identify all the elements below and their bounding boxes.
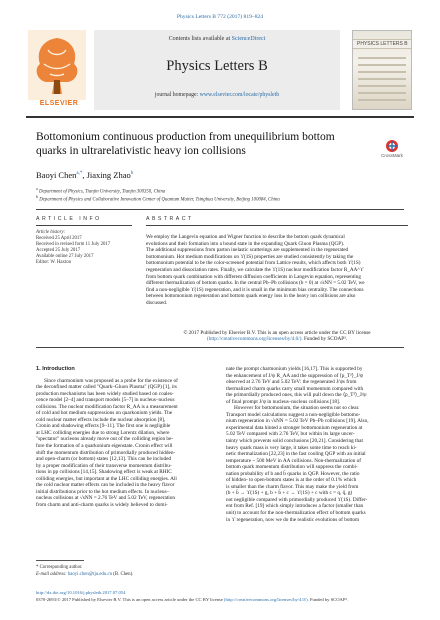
sciencedirect-link[interactable]: ScienceDirect (231, 36, 266, 42)
elsevier-wordmark: ELSEVIER (39, 100, 79, 107)
footnote-email (36, 572, 216, 578)
body-line: collisions. The nuclear modification factor R_AA is a measurement (36, 403, 178, 410)
bottom-license-link[interactable]: (http://creativecommons.org/licenses/by/4.0/). (224, 597, 309, 602)
abstract-line: from bottom quark combination with different diffusion coefficients in Langevin equation, representing (146, 273, 361, 280)
history-accepted: Accepted 25 July 2017 (36, 248, 81, 254)
cover-title: PHYSICS LETTERS B (357, 41, 408, 47)
author-list: Baoyi Chen$^{a,*}$, Jiaxing Zhao$^b$ (36, 170, 134, 180)
journal-header (26, 26, 414, 118)
body-line: heavy quark mass is very large, it takes some time to reach ki- (226, 444, 357, 451)
body-line: the primordially produced ones, this will pull down the ⟨p_T²⟩_J/ψ (226, 392, 367, 399)
divider (36, 347, 404, 348)
body-line: of hidden- to open-bottom states is at the order of 0.1% which (226, 477, 357, 484)
divider (36, 225, 132, 226)
abstract-copyright (146, 330, 408, 343)
body-line: production mechanisms has been widely studied based on coales- (36, 390, 174, 397)
body-line: cence model [2–4] and transport models [5–7] in nucleus–nucleus (36, 397, 175, 404)
affiliation-line (36, 194, 280, 203)
email-link[interactable]: baoyi.chen@tju.edu.cn (67, 572, 113, 577)
body-column-right (226, 366, 406, 523)
body-line: However for bottomonium, the situation seems not so clear. (234, 405, 360, 412)
cover-text-lines (358, 57, 406, 101)
crossmark-icon (372, 139, 412, 153)
body-line: the cold nuclear matter effects can be included in the heavy flavor (36, 482, 175, 489)
history-online: Available online 27 July 2017 (36, 254, 94, 260)
affiliation-text: Department of Physics, Tianjin University, Tianjin 300350, China (38, 189, 166, 195)
body-line: at LHC colliding energies due to strong Lorentz dilation, where (36, 429, 170, 436)
body-line: observed at 2.76 TeV and 5.02 TeV: the regenerated J/ψs from (226, 379, 357, 386)
abstract-line: The additional suppressions from parton inelastic scatterings are supplemented in the regenerated (146, 247, 349, 254)
bottom-copyright (36, 597, 406, 602)
abstract-line: bottomonium potential to be the color-screened potential from Lattice results, which affects both ϒ(1S) (146, 260, 361, 267)
body-line: Cronin and shadowing effects [9–11]. The first one is negligible (36, 423, 171, 430)
article-info-heading: ARTICLE INFO (36, 216, 102, 222)
contents-prefix: Contents lists available at (168, 36, 231, 42)
body-line: 5.02 TeV compared with 2.76 TeV, but within its large uncer- (226, 431, 355, 438)
body-line: Since charmonium was proposed as a probe for the existence of (44, 377, 178, 384)
history-received: Received 25 April 2017 (36, 236, 82, 241)
affiliation-text: Department of Physics and Collaborative Innovation Center of Quantum Matter, Tsinghua University, Beijing 100084, China (39, 197, 280, 203)
article-title: Bottomonium continuous production from unequilibrium bottom quarks in ultrarelativistic heavy ion collisions (36, 131, 335, 157)
body-line: (b + b̄ → ϒ(1S) + g, b + b̄ + c → ϒ(1S) + c with c = q, q̄, g) (226, 490, 353, 497)
footnote-corresponding: * Corresponding author. (36, 565, 83, 570)
author-name[interactable]: Baoyi Chen (36, 170, 77, 180)
body-line: nium regeneration in √sNN = 5.02 TeV Pb–Pb collisions [19]. Also, (226, 418, 369, 425)
journal-homepage-line (94, 92, 340, 98)
body-line: unit) to account for the non-thermalization effect of bottom quarks (226, 510, 366, 517)
body-line: nate the prompt charmonium yields [16,17]. This is supported by (226, 366, 363, 372)
body-line: the deconfined matter called "Quark–Gluon Plasma" (QGP) [1], its (36, 384, 177, 391)
license-link[interactable]: (http://creativecommons.org/licenses/by/4.0/). (207, 336, 303, 343)
body-line: of final prompt J/ψ in nucleus–nucleus collisions [18]. (226, 398, 341, 405)
journal-title-panel (94, 30, 340, 110)
elsevier-tree-logo[interactable] (28, 30, 86, 100)
abstract-line: evolutions and their formation into a bound state in the expanding Quark Gluon Plasma (QGP). (146, 240, 345, 247)
body-line: fore the formation of a quarkonium eigenstate. Cronin effect will (36, 443, 173, 450)
affiliation-marker: b (36, 194, 38, 199)
divider (36, 209, 404, 210)
body-line: shift the momentum distribution of primordially produced hidden- (36, 449, 176, 456)
abstract-line: between bottomonium regeneration and bottom quark energy loss in the heavy ion collisions are also (146, 293, 356, 300)
email-label: E-mail address: (36, 572, 67, 577)
journal-homepage-link[interactable]: www.elsevier.com/locate/physletb (199, 92, 280, 98)
body-line: tions in pp collisions [14,15]. Shadowing effect is weak at RHIC (36, 469, 172, 476)
email-suffix: (B. Chen). (112, 572, 134, 577)
body-line: netic thermalization [22,23] in the fast cooling QGP with an initial (226, 451, 366, 458)
history-revised: Received in revised form 11 July 2017 (36, 242, 111, 248)
abstract-line: find a non-negligible ϒ(1S) regeneration, and it is small in the minimum bias centrality. The connections (146, 286, 364, 293)
homepage-label: journal homepage: (154, 92, 200, 98)
abstract-text (146, 234, 408, 307)
crossmark-label: CrossMark (381, 153, 403, 158)
journal-name: Physics Letters B (166, 58, 268, 74)
divider (146, 225, 408, 226)
body-line: is smaller than the charm flavor. This may make the yield from (226, 483, 359, 490)
funder-text: Funded by SCOAP³. (302, 336, 347, 343)
body-line: thermalized charm quarks carry small momentum compared with (226, 385, 364, 392)
body-line: tainty which prevents solid conclusions [20,21]. Considering that (226, 438, 363, 445)
author-name[interactable]: Jiaxing Zhao (86, 170, 131, 180)
body-line: experimental data hinted a stronger bottomonium regeneration at (226, 424, 363, 431)
body-line: nucleus collisions at √sNN = 2.76 TeV and 5.02 TeV, regeneration (36, 495, 176, 502)
journal-cover-thumbnail[interactable] (352, 30, 412, 110)
body-line: colliding energies, but important at the LHC colliding energies. All (36, 475, 177, 482)
affiliation-marker: a (36, 186, 38, 191)
history-label: Article history: (36, 230, 66, 235)
body-line: from charm and anti-charm quarks is widely believed to domi- (36, 501, 168, 508)
section-heading: 1. Introduction (36, 366, 75, 372)
body-line: Transport model calculations suggest a non-negligible bottomo- (226, 411, 361, 418)
abstract-line: We employ the Langevin equation and Wigner function to describe the bottom quark dynamical (146, 234, 345, 240)
copyright-text: © 2017 Published by Elsevier B.V. This is an open access article under the CC BY license (183, 330, 371, 336)
body-line: and open-charm (or bottom) states [12,13]. This can be included (36, 456, 172, 463)
history-editor: Editor: W. Haxton (36, 260, 72, 266)
body-line: bottom quark momentum distribution will suppress the combi- (226, 464, 358, 471)
crossmark-badge[interactable] (372, 139, 412, 163)
author-affil-marker[interactable]: a,* (76, 171, 83, 177)
body-line: nation probability of b and b̄ quarks in QGP. However, the ratio (226, 470, 360, 477)
body-line: not negligible compared with primordially produced ϒ(1S). Differ- (226, 496, 368, 503)
doi-link[interactable]: http://dx.doi.org/10.1016/j.physletb.2017.07.054 (36, 590, 126, 595)
author-affil-marker[interactable]: b (130, 171, 134, 177)
body-line: by a proper modification of their transverse momentum distribu- (36, 462, 172, 469)
body-line: initial distributions prior to the hot medium effects. In nucleus– (36, 488, 170, 495)
body-line: the enhancement of J/ψ R_AA and the suppression of ⟨p_T²⟩_J/ψ (226, 372, 364, 379)
bottom-funder-text: Funded by SCOAP³. (308, 597, 348, 602)
article-history (36, 230, 132, 266)
abstract-line: bottomonium. Hot medium modifications on ϒ(1S) properties are studied consistently by taking the (146, 253, 354, 260)
body-line: in ϒ regeneration, now we do the realistic evolutions of bottom (226, 516, 360, 523)
bottom-copyright-text: 0370-2693/© 2017 Published by Elsevier B.V. This is an open access article under the CC BY license (36, 597, 223, 602)
abstract-line: discussed. (146, 299, 168, 306)
journal-citation[interactable]: Physics Letters B 772 (2017) 819–824 (176, 14, 264, 20)
body-line: "spectator" nucleons already move out of the colliding region be- (36, 436, 174, 443)
abstract-line: regeneration and dissociation rates. Finally, we calculate the ϒ(1S) nuclear modification factor R_AA^ϒ (146, 266, 364, 273)
contents-line (94, 36, 340, 42)
body-column-left (36, 366, 214, 508)
body-line: ent from Ref. [19] which simply introduces a factor (smaller than (226, 503, 364, 510)
abstract-heading: ABSTRACT (146, 216, 194, 222)
abstract-line: different thermalization of bottom quarks. In the central Pb–Pb collisions (b = 0) at √sNN = 5.02 TeV, we (146, 280, 365, 287)
body-line: cold nuclear matter effects include the nuclear absorption [8], (36, 416, 166, 423)
body-line: temperature ~ 500 MeV in AA collisions. Non-thermalization of (226, 457, 361, 464)
footnote-rule (36, 560, 84, 561)
body-line: of cold and hot medium suppressions on quarkonium yields. The (36, 410, 173, 417)
